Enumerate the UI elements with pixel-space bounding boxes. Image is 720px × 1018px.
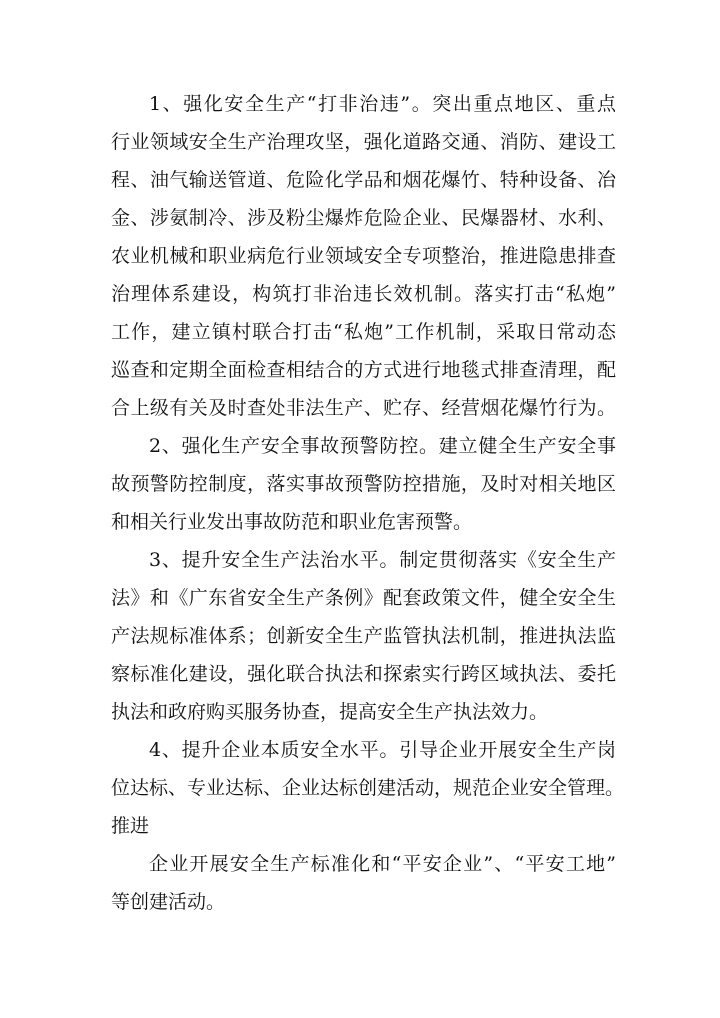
paragraph-5-line-2: 等创建活动。 [111, 891, 226, 913]
paragraph-1-line-3: 程、油气输送管道、危险化学品和烟花爆竹、特种设备、冶 [111, 169, 616, 191]
paragraph-2-line-2: 故预警防控制度，落实事故预警防控措施，及时对相关地区 [111, 473, 616, 495]
paragraph-1-line-4: 金、涉氨制冷、涉及粉尘爆炸危险企业、民爆器材、水利、 [111, 207, 616, 229]
paragraph-4-line-3: 推进 [111, 815, 150, 837]
paragraph-3-line-4: 察标准化建设，强化联合执法和探索实行跨区域执法、委托 [111, 663, 616, 685]
paragraph-1-line-2: 行业领域安全生产治理攻坚，强化道路交通、消防、建设工 [111, 131, 616, 153]
paragraph-3-line-5: 执法和政府购买服务协查，提高安全生产执法效力。 [111, 701, 549, 723]
paragraph-1-line-1: 1、强化安全生产“打非治违”。突出重点地区、重点 [149, 93, 616, 115]
paragraph-1-line-5: 农业机械和职业病危行业领域安全专项整治，推进隐患排查 [111, 245, 616, 267]
paragraph-3-line-1: 3、提升安全生产法治水平。制定贯彻落实《安全生产 [149, 549, 616, 571]
paragraph-2-line-1: 2、强化生产安全事故预警防控。建立健全生产安全事 [149, 435, 616, 457]
paragraph-3-line-2: 法》和《广东省安全生产条例》配套政策文件，健全安全生 [111, 587, 616, 609]
paragraph-2-line-3: 和相关行业发出事故防范和职业危害预警。 [111, 511, 473, 533]
paragraph-1-line-7: 工作，建立镇村联合打击“私炮”工作机制，采取日常动态 [111, 321, 616, 343]
paragraph-4-line-2: 位达标、专业达标、企业达标创建活动，规范企业安全管理。 [111, 777, 625, 799]
paragraph-5-line-1: 企业开展安全生产标准化和“平安企业”、“平安工地” [149, 853, 616, 875]
paragraph-4-line-1: 4、提升企业本质安全水平。引导企业开展安全生产岗 [149, 739, 616, 761]
paragraph-1-line-9: 合上级有关及时查处非法生产、贮存、经营烟花爆竹行为。 [111, 397, 616, 419]
paragraph-1-line-6: 治理体系建设，构筑打非治违长效机制。落实打击“私炮” [111, 283, 616, 305]
paragraph-1-line-8: 巡查和定期全面检查相结合的方式进行地毯式排查清理，配 [111, 359, 616, 381]
paragraph-3-line-3: 产法规标准体系；创新安全生产监管执法机制，推进执法监 [111, 625, 616, 647]
